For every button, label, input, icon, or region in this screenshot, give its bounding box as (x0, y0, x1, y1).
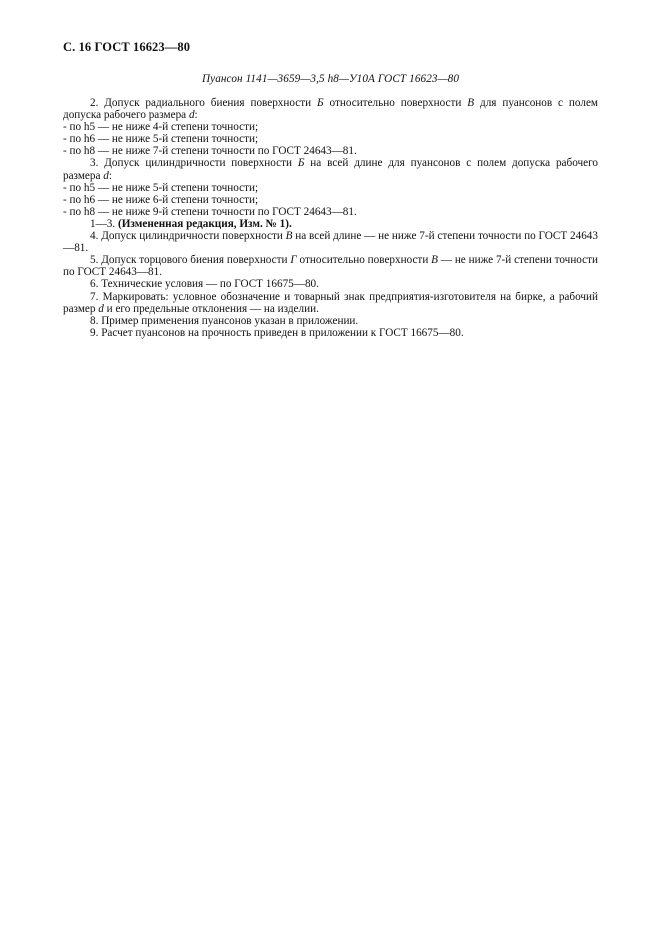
surface-label: В (285, 230, 293, 243)
surface-label: В (467, 97, 475, 109)
size-symbol: d (98, 302, 104, 315)
item-6: 6. Технические условия — по ГОСТ 16675—80. (90, 278, 319, 291)
list-item: - по h8 — не ниже 7-й степени точности по ГОСТ 24643—81. (63, 145, 357, 158)
list-item: - по h8 — не ниже 9-й степени точности по ГОСТ 24643—81. (63, 205, 357, 218)
punch-designation: Пуансон 1141—3659—3,5 h8—У10А ГОСТ 16623—80 (201, 73, 460, 85)
list-item: - по h6 — не ниже 6-й степени точности; (63, 193, 259, 206)
item-4: 4. Допуск цилиндричности поверхности В на всей длине — не ниже 7-й степени точности по ГОСТ 24643—81. (63, 230, 598, 255)
item-3: 3. Допуск цилиндричности поверхности Б на всей длине для пуансонов с полем допуска рабочего размера d: (63, 157, 598, 182)
item-7: 7. Маркировать: условное обозначение и товарный знак предприятия-изготовителя на бирке, а рабочий размер d и его предельные отклонения — на изделии. (63, 290, 598, 315)
size-symbol: d (103, 169, 109, 182)
document-body (63, 97, 598, 339)
item-9: 9. Расчет пуансонов на прочность приведен в приложении к ГОСТ 16675—80. (90, 326, 464, 339)
list-item: - по h5 — не ниже 4-й степени точности; (63, 121, 259, 134)
surface-label: Б (317, 97, 324, 109)
item-8: 8. Пример применения пуансонов указан в приложении. (90, 314, 359, 327)
item-5: 5. Допуск торцового биения поверхности Г относительно поверхности В — не ниже 7-й степени точности по ГОСТ 24643—81. (63, 254, 599, 279)
revision-note: 1—3. (Измененная редакция, Изм. № 1). (90, 217, 292, 230)
list-item: - по h6 — не ниже 5-й степени точности; (63, 133, 259, 146)
surface-label: Б (297, 157, 305, 170)
surface-label: В (431, 254, 438, 267)
item-2: 2. Допуск радиального биения поверхности Б относительно поверхности В для пуансонов с полем допуска рабочего размера d: (63, 97, 598, 122)
size-symbol: d (188, 109, 195, 122)
surface-label: Г (290, 254, 297, 267)
list-item: - по h5 — не ниже 5-й степени точности; (63, 181, 259, 194)
page-header: С. 16 ГОСТ 16623—80 (63, 40, 191, 54)
